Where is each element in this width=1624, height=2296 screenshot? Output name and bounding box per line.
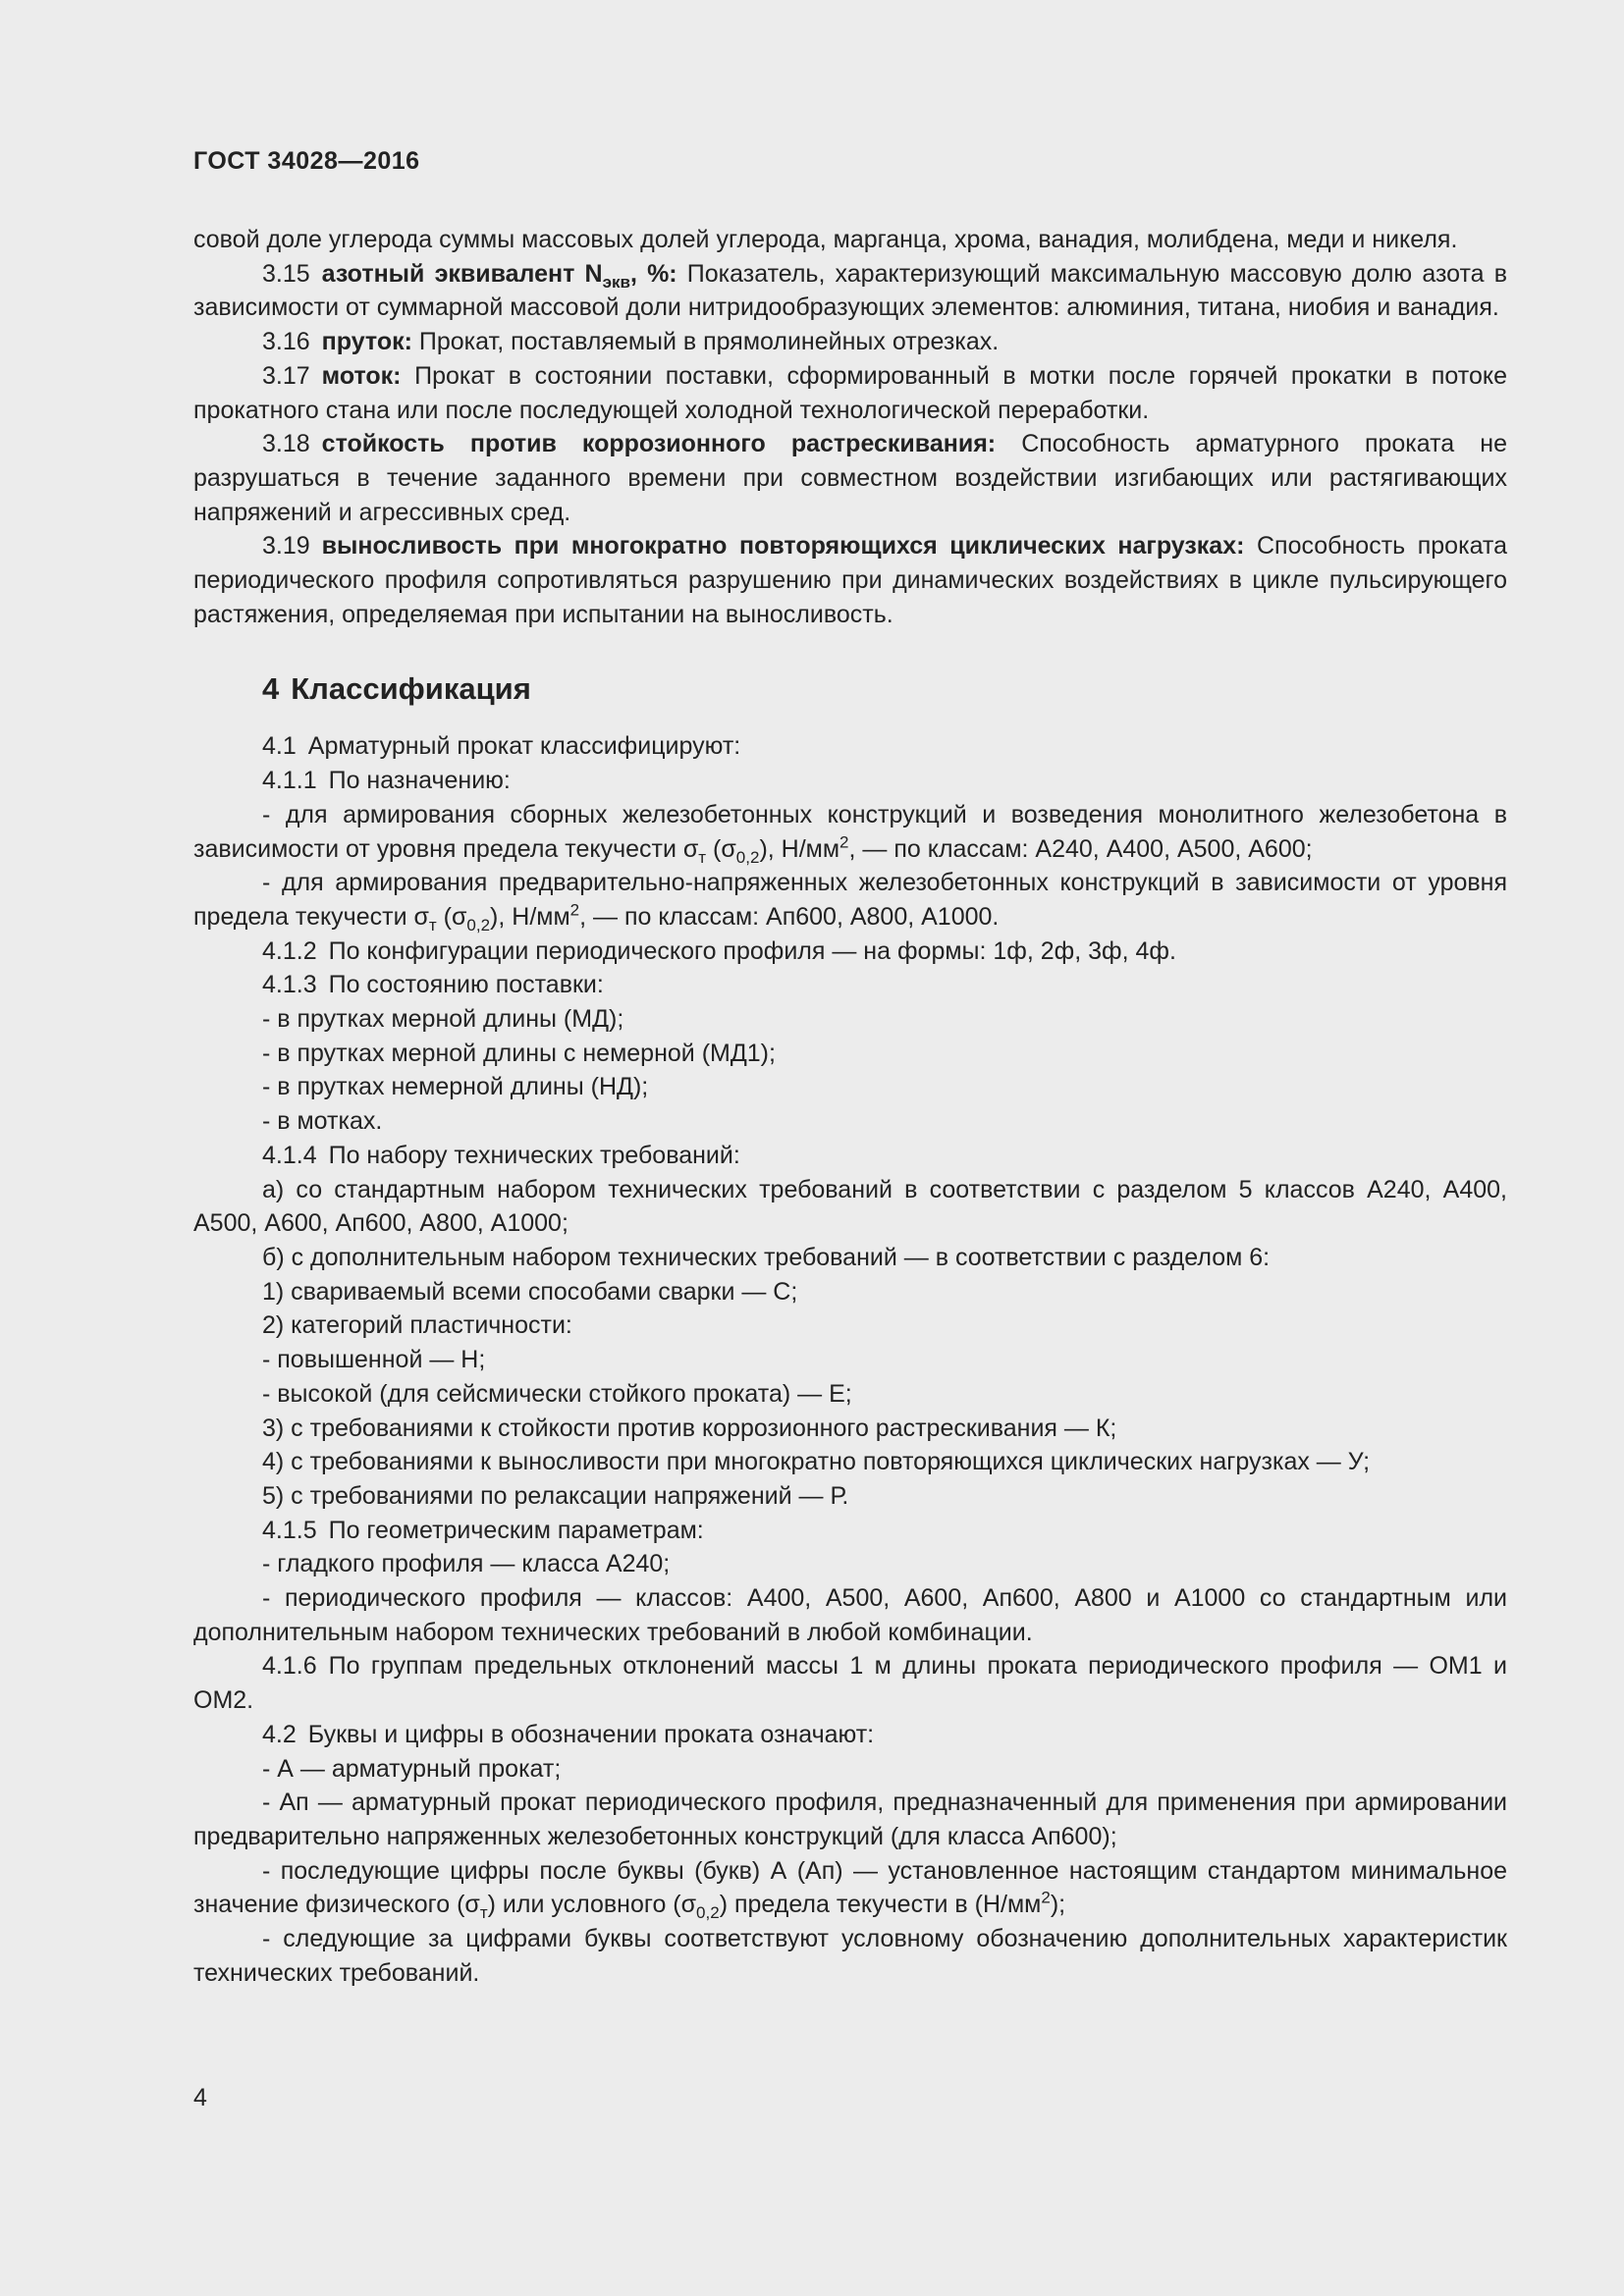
definition-term: пруток: (321, 328, 412, 356)
item-text: (σ (706, 834, 736, 863)
subscript: 0,2 (735, 847, 760, 867)
clause-number: 4.1.6 (262, 1652, 317, 1681)
definition-3-17 (193, 359, 1507, 427)
term-suffix: , %: (629, 259, 677, 288)
clause-number: 4.1 (262, 732, 297, 761)
page-body (193, 223, 1507, 1990)
list-item: 3) с требованиями к стойкости против коррозионного растрескивания — К; (262, 1414, 1117, 1442)
clause-number: 4.1.2 (262, 936, 317, 965)
definition-text: Показатель, характеризующий максимальную массовую долю азота в зависимости от суммарной массовой доли нитридообразующих элементов: алюминия, титана, ниобия и ванадия. (193, 259, 1508, 322)
item-text: (σ (436, 902, 467, 931)
definition-term: стойкость против коррозионного растрескивания: (321, 430, 997, 458)
definition-term: выносливость при многократно повторяющихся циклических нагрузках: (321, 532, 1245, 561)
definition-term: моток: (321, 361, 402, 390)
item-text: ), Н/мм (490, 902, 570, 931)
clause-4-1-2 (193, 934, 1507, 969)
clause-number: 4.2 (262, 1720, 297, 1748)
list-item: - следующие за цифрами буквы соответствуют условному обозначению дополнительных характеристик технических требований. (193, 1925, 1507, 1987)
list-item: 2) категорий пластичности: (262, 1311, 572, 1340)
clause-text: По группам предельных отклонений массы 1 м длины проката периодического профиля — ОМ1 и ОМ2. (193, 1652, 1507, 1715)
clause-4-1-3 (193, 968, 1507, 1002)
item-text: - для армирования сборных железобетонных конструкций и возведения монолитного железобетона в зависимости от уровня предела текучести σ (193, 800, 1507, 863)
list-item: 1) свариваемый всеми способами сварки — С; (262, 1277, 798, 1306)
definition-3-15 (193, 257, 1507, 325)
clause-text: Арматурный прокат классифицируют: (307, 732, 741, 761)
item-text: ); (1050, 1891, 1066, 1919)
definition-term (321, 259, 677, 292)
clause-number: 4.1.4 (262, 1141, 317, 1169)
term-text: азотный эквивалент N (321, 259, 603, 288)
section-title: Классификация (291, 671, 531, 707)
list-item: а) со стандартным набором технических требований в соответствии с разделом 5 классов А240, А400, А500, А600, Ап600, А800, А1000; (193, 1175, 1507, 1238)
list-item: - гладкого профиля — класса А240; (262, 1550, 671, 1578)
subscript: т (479, 1903, 488, 1923)
list-item: - периодического профиля — классов: А400, А500, А600, Ап600, А800 и А1000 со стандартным или дополнительным набором технических требований в любой комбинации. (193, 1584, 1507, 1646)
list-item: - в прутках немерной длины (НД); (262, 1073, 649, 1101)
clause-number: 3.19 (262, 532, 310, 561)
list-item: - повышенной — Н; (262, 1346, 486, 1374)
list-item-prestressed (193, 866, 1507, 934)
clause-number: 3.16 (262, 328, 310, 356)
list-item: - высокой (для сейсмически стойкого проката) — Е; (262, 1379, 852, 1408)
item-text: ) предела текучести в (Н/мм (719, 1891, 1042, 1919)
superscript: 2 (569, 900, 580, 920)
item-text: ) или условного (σ (487, 1891, 697, 1919)
section-heading-4 (262, 669, 1507, 709)
clause-4-1 (193, 729, 1507, 764)
item-text: - для армирования предварительно-напряженных железобетонных конструкций в зависимости от уровня предела текучести σ (193, 869, 1507, 931)
list-item-precast (193, 798, 1507, 866)
subscript: 0,2 (696, 1903, 720, 1923)
clause-text: По геометрическим параметрам: (328, 1516, 704, 1544)
clause-number: 3.15 (262, 259, 310, 288)
definition-text: Способность проката периодического профиля сопротивляться разрушению при динамических воздействиях в цикле пульсирующего растяжения, определяемая при испытании на выносливость. (193, 532, 1507, 628)
list-item: - в мотках. (262, 1107, 383, 1136)
section-number: 4 (262, 671, 280, 707)
clause-text: Буквы и цифры в обозначении проката означают: (307, 1720, 875, 1748)
definition-text: Прокат, поставляемый в прямолинейных отрезках. (411, 328, 1000, 356)
clause-text: По назначению: (328, 767, 511, 795)
superscript: 2 (839, 832, 849, 852)
term-subscript: экв (602, 272, 630, 292)
list-item: - Ап — арматурный прокат периодического профиля, предназначенный для применения при армировании предварительно напряженных железобетонных конструкций (для класса Ап600); (193, 1789, 1507, 1850)
subscript: 0,2 (466, 915, 491, 934)
item-text: , — по классам: А240, А400, А500, А600; (848, 834, 1313, 863)
list-item: 4) с требованиями к выносливости при многократно повторяющихся циклических нагрузках — У; (262, 1448, 1371, 1476)
clause-number: 4.1.1 (262, 767, 317, 795)
subscript: т (428, 915, 437, 934)
clause-4-1-6 (193, 1649, 1507, 1717)
item-text: - последующие цифры после буквы (букв) А (Ап) — установленное настоящим стандартом минимальное значение физического (σ (193, 1856, 1507, 1919)
item-text: ), Н/мм (759, 834, 840, 863)
list-item-digits (193, 1854, 1507, 1922)
clause-number: 4.1.3 (262, 971, 317, 999)
page-number: 4 (193, 2084, 207, 2111)
definition-3-16 (193, 325, 1507, 359)
definition-text: Прокат в состоянии поставки, сформированный в мотки после горячей прокатки в потоке прокатного стана или после последующей холодной технологической переработки. (193, 361, 1507, 424)
clause-text: По состоянию поставки: (328, 971, 604, 999)
paragraph-continuation: совой доле углерода суммы массовых долей углерода, марганца, хрома, ванадия, молибдена, меди и никеля. (193, 226, 1458, 253)
definition-3-19 (193, 529, 1507, 631)
clause-number: 3.18 (262, 430, 310, 458)
clause-4-1-5 (193, 1514, 1507, 1548)
list-item: 5) с требованиями по релаксации напряжений — Р. (262, 1481, 849, 1510)
clause-4-1-4 (193, 1139, 1507, 1173)
item-text: , — по классам: Ап600, А800, А1000. (579, 902, 1000, 931)
page-header: ГОСТ 34028—2016 (193, 147, 420, 175)
list-item: - в прутках мерной длины (МД); (262, 1005, 624, 1034)
clause-number: 3.17 (262, 361, 310, 390)
definition-3-18 (193, 427, 1507, 529)
clause-4-1-1 (193, 764, 1507, 798)
clause-4-2 (193, 1718, 1507, 1752)
superscript: 2 (1041, 1889, 1051, 1908)
list-item: б) с дополнительным набором технических требований — в соответствии с разделом 6: (262, 1243, 1271, 1271)
list-item: - в прутках мерной длины с немерной (МД1); (262, 1039, 776, 1067)
clause-number: 4.1.5 (262, 1516, 317, 1544)
clause-text: По набору технических требований: (328, 1141, 740, 1169)
list-item: - А — арматурный прокат; (262, 1754, 562, 1783)
subscript: т (698, 847, 707, 867)
definition-text: Способность арматурного проката не разрушаться в течение заданного времени при совместном воздействии изгибающих или растягивающих напряжений и агрессивных сред. (193, 430, 1507, 526)
clause-text: По конфигурации периодического профиля — на формы: 1ф, 2ф, 3ф, 4ф. (328, 936, 1176, 965)
